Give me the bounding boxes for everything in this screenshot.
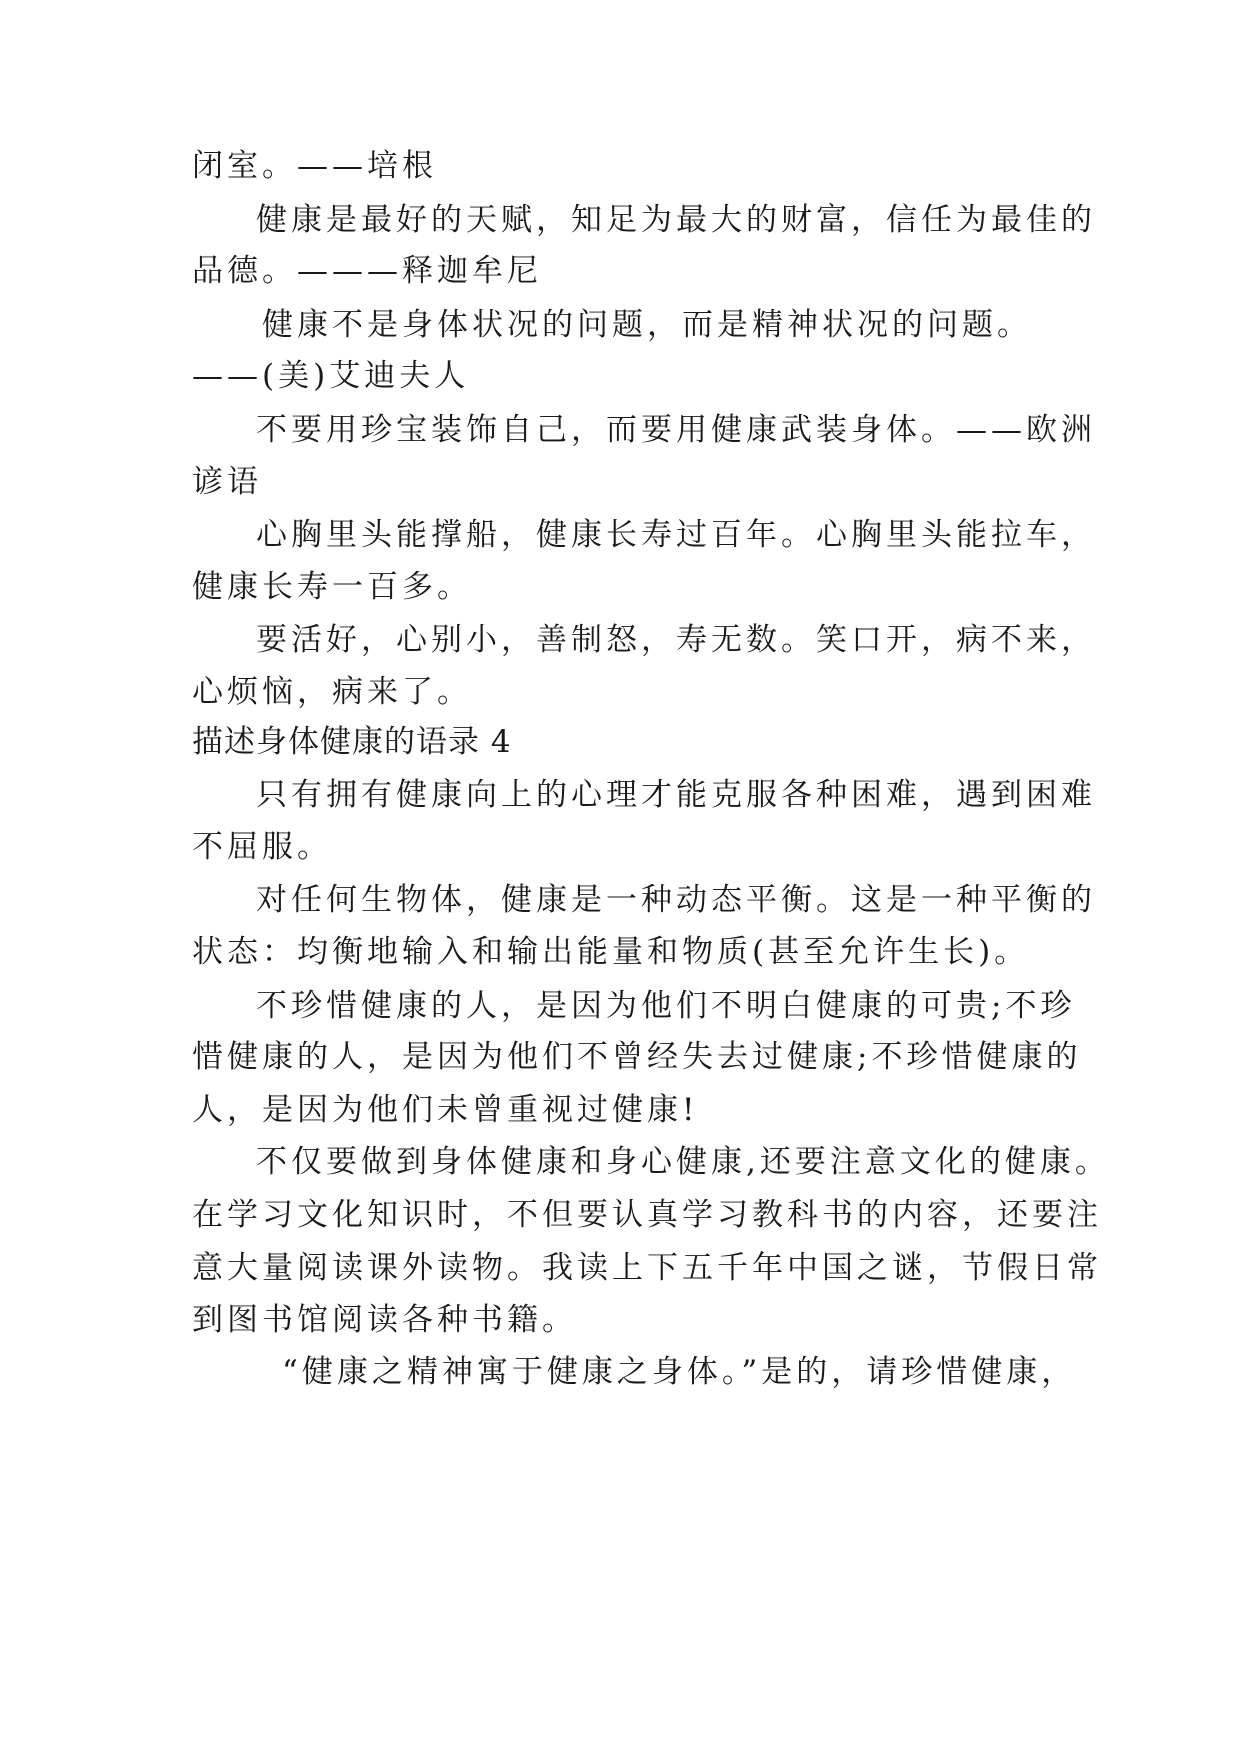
text-line: 状态：均衡地输入和输出能量和物质(甚至允许生长)。 [192,934,1030,970]
text-line: 到图书馆阅读各种书籍。 [192,1302,577,1338]
text-line: 人，是因为他们未曾重视过健康! [192,1092,699,1128]
text-line: 意大量阅读课外读物。我读上下五千年中国之谜，节假日常 [192,1250,1102,1286]
text-line: 不仅要做到身体健康和身心健康,还要注意文化的健康。 [256,1144,1110,1180]
text-line: 健康是最好的天赋，知足为最大的财富，信任为最佳的 [256,202,1096,238]
text-line: 心胸里头能撑船，健康长寿过百年。心胸里头能拉车， [256,517,1096,553]
text-line: 在学习文化知识时，不但要认真学习教科书的内容，还要注 [192,1197,1102,1233]
text-line: 要活好，心别小，善制怒，寿无数。笑口开，病不来， [256,622,1096,658]
text-line: 品德。———释迦牟尼 [192,253,542,289]
text-line: 只有拥有健康向上的心理才能克服各种困难，遇到困难 [256,777,1096,813]
text-line: 不要用珍宝装饰自己，而要用健康武装身体。——欧洲 [256,412,1096,448]
text-line: 心烦恼，病来了。 [192,674,472,710]
text-line: ——(美)艾迪夫人 [192,358,470,394]
text-line: 对任何生物体，健康是一种动态平衡。这是一种平衡的 [256,882,1096,918]
section-heading: 描述身体健康的语录 4 [192,724,512,760]
text-line: 健康不是身体状况的问题，而是精神状况的问题。 [262,307,1032,343]
text-line: 闭室。——培根 [192,148,437,184]
text-line: 不屈服。 [192,829,332,865]
text-line: “健康之精神寓于健康之身体。”是的，请珍惜健康， [282,1354,1077,1390]
text-line: 惜健康的人，是因为他们不曾经失去过健康;不珍惜健康的 [192,1039,1082,1075]
text-line: 谚语 [192,464,262,500]
text-line: 不珍惜健康的人，是因为他们不明白健康的可贵;不珍 [256,988,1076,1024]
text-line: 健康长寿一百多。 [192,569,472,605]
